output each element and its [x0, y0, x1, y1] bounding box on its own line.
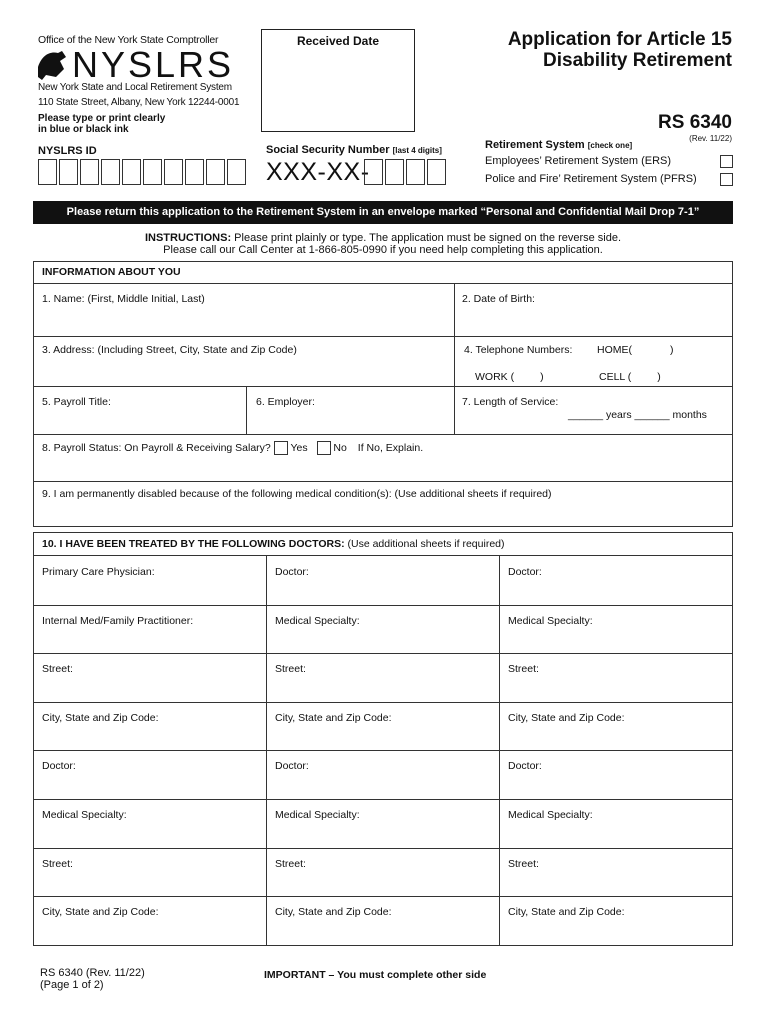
retirement-system-text: Retirement System [485, 139, 585, 151]
id-digit-box[interactable] [101, 159, 120, 185]
cell-label: CELL ( [599, 371, 632, 383]
home-close: ) [670, 344, 674, 356]
doctor-field[interactable]: Primary Care Physician: [42, 566, 155, 578]
type-note [38, 113, 165, 135]
cell-phone-field[interactable] [599, 371, 661, 383]
id-digit-box[interactable] [122, 159, 141, 185]
payroll-no-label: No [333, 442, 347, 454]
doctor-field[interactable]: Medical Specialty: [42, 809, 127, 821]
office-name: Office of the New York State Comptroller [38, 34, 219, 46]
home-phone-field[interactable] [597, 344, 674, 356]
employer-field[interactable]: 6. Employer: [256, 396, 315, 408]
doctors-heading-note: (Use additional sheets if required) [344, 538, 505, 550]
system-name: New York State and Local Retirement System [38, 82, 232, 93]
doctor-field[interactable]: Street: [42, 857, 73, 870]
id-digit-box[interactable] [59, 159, 78, 185]
doctor-field[interactable]: Doctor: [508, 760, 542, 773]
ssn-boxes [364, 159, 448, 185]
footer-code [40, 967, 145, 991]
ssn-digit-box[interactable] [406, 159, 425, 185]
doctor-field[interactable]: Street: [42, 663, 73, 676]
id-digit-box[interactable] [80, 159, 99, 185]
dob-field[interactable]: 2. Date of Birth: [462, 293, 535, 305]
work-label: WORK ( [475, 371, 515, 383]
footer-page: (Page 1 of 2) [40, 979, 104, 991]
form-revision: (Rev. 11/22) [689, 134, 732, 143]
doctor-field[interactable]: City, State and Zip Code: [42, 906, 159, 919]
pfrs-option[interactable] [485, 173, 733, 185]
doctor-field[interactable]: Medical Specialty: [275, 614, 360, 627]
instructions-line2: Please call our Call Center at 1-866-805-0990 if you need help completing this application. [163, 244, 603, 256]
payroll-status-row [42, 440, 423, 456]
name-field[interactable]: 1. Name: (First, Middle Initial, Last) [42, 293, 205, 305]
payroll-title-field[interactable]: 5. Payroll Title: [42, 396, 111, 408]
id-digit-box[interactable] [164, 159, 183, 185]
doctor-field[interactable]: Internal Med/Family Practitioner: [42, 614, 194, 627]
instructions-line1 [33, 232, 733, 244]
check-one-hint: [check one] [587, 141, 633, 150]
ssn-prefix: XXX-XX- [266, 158, 370, 186]
ssn-digit-box[interactable] [364, 159, 383, 185]
id-digit-box[interactable] [185, 159, 204, 185]
nyslrs-id-label: NYSLRS ID [38, 145, 97, 157]
payroll-yes-checkbox[interactable] [274, 441, 288, 455]
ssn-label [266, 144, 442, 156]
doctor-field[interactable]: Medical Specialty: [508, 809, 593, 821]
doctors-section [33, 532, 733, 946]
phone-label: 4. Telephone Numbers: [464, 344, 573, 356]
system-address: 110 State Street, Albany, New York 12244-0001 [38, 97, 240, 108]
ssn-hint: [last 4 digits] [392, 146, 442, 155]
ssn-digit-box[interactable] [385, 159, 404, 185]
doctors-heading [42, 538, 505, 550]
type-note-line2: in blue or black ink [38, 124, 129, 135]
payroll-yes-label: Yes [290, 442, 308, 454]
service-label: 7. Length of Service: [462, 396, 559, 408]
form-title [440, 29, 732, 71]
received-date-box[interactable] [261, 29, 415, 132]
doctor-field[interactable]: Doctor: [275, 760, 309, 773]
footer-important: IMPORTANT – You must complete other side [264, 969, 487, 981]
doctors-heading-bold: 10. I HAVE BEEN TREATED BY THE FOLLOWING DOCTORS: [42, 538, 345, 550]
nyslrs-id-boxes [38, 159, 248, 185]
doctor-field[interactable]: Street: [508, 857, 539, 870]
doctor-field[interactable]: Doctor: [42, 760, 76, 773]
doctor-field[interactable]: City, State and Zip Code: [275, 711, 392, 724]
info-section [33, 261, 733, 527]
doctor-field[interactable]: Medical Specialty: [508, 614, 593, 627]
doctor-field[interactable]: City, State and Zip Code: [508, 906, 625, 919]
ssn-digit-box[interactable] [427, 159, 446, 185]
id-digit-box[interactable] [227, 159, 246, 185]
received-date-label: Received Date [296, 34, 380, 48]
form-title-line2: Disability Retirement [543, 50, 732, 71]
doctor-field[interactable]: Doctor: [275, 566, 309, 578]
payroll-no-checkbox[interactable] [317, 441, 331, 455]
pfrs-label: Police and Fire’ Retirement System (PFRS) [485, 173, 697, 185]
doctor-field[interactable]: Doctor: [508, 566, 542, 578]
disability-condition-field[interactable]: 9. I am permanently disabled because of the following medical condition(s): (Use additional sheets if required) [42, 488, 552, 500]
ers-option[interactable] [485, 155, 733, 167]
ers-label: Employees’ Retirement System (ERS) [485, 155, 672, 167]
logo-text: NYSLRS [72, 44, 235, 85]
doctor-field[interactable]: Street: [275, 857, 306, 870]
id-digit-box[interactable] [143, 159, 162, 185]
id-digit-box[interactable] [38, 159, 57, 185]
payroll-status-label: 8. Payroll Status: On Payroll & Receiving Salary? [42, 442, 271, 454]
return-banner: Please return this application to the Retirement System in an envelope marked “Personal and Confidential Mail Drop 7-1” [33, 201, 733, 224]
address-field[interactable]: 3. Address: (Including Street, City, State and Zip Code) [42, 344, 297, 356]
id-digit-box[interactable] [206, 159, 225, 185]
ers-checkbox[interactable] [720, 155, 733, 168]
doctor-field[interactable]: City, State and Zip Code: [275, 906, 392, 919]
doctor-field[interactable]: Street: [508, 663, 539, 676]
payroll-explain[interactable]: If No, Explain. [357, 442, 424, 454]
info-section-heading: INFORMATION ABOUT YOU [42, 266, 181, 278]
cell-close: ) [657, 371, 661, 383]
instructions-text: Please print plainly or type. The application must be signed on the reverse side. [231, 232, 622, 244]
form-number: RS 6340 [658, 112, 732, 133]
instructions-label: INSTRUCTIONS: [144, 232, 232, 244]
doctor-field[interactable]: Street: [275, 663, 306, 676]
work-close: ) [540, 371, 544, 383]
doctor-field[interactable]: Medical Specialty: [275, 809, 360, 821]
doctor-field[interactable]: City, State and Zip Code: [42, 711, 159, 724]
instructions [33, 232, 733, 256]
form-title-line1: Application for Article 15 [507, 29, 732, 50]
type-note-line1: Please type or print clearly [38, 113, 166, 124]
retirement-system-label [485, 139, 632, 151]
ssn-label-text: Social Security Number [266, 144, 390, 156]
footer-form-code: RS 6340 (Rev. 11/22) [40, 967, 145, 979]
doctor-field[interactable]: City, State and Zip Code: [508, 711, 625, 724]
service-years-months[interactable]: ______ years ______ months [568, 409, 707, 421]
home-label: HOME( [597, 344, 632, 356]
work-phone-field[interactable] [475, 371, 544, 383]
pfrs-checkbox[interactable] [720, 173, 733, 186]
